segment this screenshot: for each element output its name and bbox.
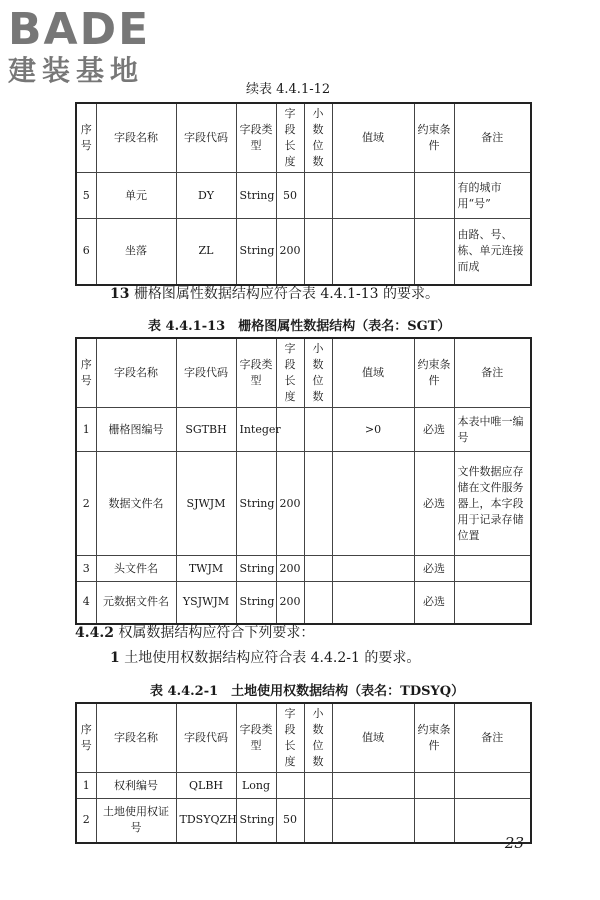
table1-caption: 续表 4.4.1-12 (246, 82, 331, 97)
cell-length: 200 (276, 219, 304, 285)
table-4-4-2-1 (75, 702, 532, 844)
column-header: 小数位数 (304, 103, 332, 173)
column-header: 序号 (76, 103, 96, 173)
table-4-4-1-13 (75, 337, 532, 625)
cell-type: String (236, 582, 276, 624)
cell-name: 数据文件名 (96, 452, 176, 556)
table-row (76, 173, 531, 219)
table-4-4-1-12-continued (75, 102, 532, 286)
cell-type: String (236, 799, 276, 843)
table-row (76, 556, 531, 582)
cell-domain (332, 556, 414, 582)
column-header: 小数位数 (304, 703, 332, 773)
cell-domain (332, 799, 414, 843)
cell-code: DY (176, 173, 236, 219)
table-row (76, 799, 531, 843)
column-header: 小数位数 (304, 338, 332, 408)
section-number: 4.4.2 (75, 625, 114, 641)
table2-caption: 表 4.4.1-13 栅格图属性数据结构（表名：SGT） (148, 319, 451, 334)
cell-code: TWJM (176, 556, 236, 582)
cell-name: 栅格图编号 (96, 408, 176, 452)
paragraph-1-text: 土地使用权数据结构应符合表 4.4.2-1 的要求。 (124, 650, 421, 666)
column-header: 序号 (76, 338, 96, 408)
section-4-4-2 (75, 622, 314, 642)
cell-domain (332, 582, 414, 624)
cell-decimal (304, 582, 332, 624)
cell-constraint (414, 173, 454, 219)
cell-name: 权利编号 (96, 773, 176, 799)
column-header: 字段代码 (176, 703, 236, 773)
paragraph-1 (110, 647, 420, 667)
cell-type: Long (236, 773, 276, 799)
cell-decimal (304, 452, 332, 556)
cell-name: 坐落 (96, 219, 176, 285)
cell-length: 200 (276, 452, 304, 556)
paragraph-1-number: 1 (110, 650, 120, 666)
cell-decimal (304, 173, 332, 219)
table-row (76, 773, 531, 799)
cell-note (454, 773, 531, 799)
cell-decimal (304, 556, 332, 582)
column-header: 序号 (76, 703, 96, 773)
cell-code: SGTBH (176, 408, 236, 452)
brand-logo (8, 6, 178, 88)
column-header: 字段名称 (96, 103, 176, 173)
cell-no: 1 (76, 773, 96, 799)
table-row (76, 452, 531, 556)
table-row (76, 408, 531, 452)
column-header: 字段长度 (276, 103, 304, 173)
paragraph-13-text: 栅格图属性数据结构应符合表 4.4.1-13 的要求。 (133, 286, 440, 302)
cell-code: SJWJM (176, 452, 236, 556)
cell-constraint (414, 219, 454, 285)
cell-decimal (304, 799, 332, 843)
cell-decimal (304, 219, 332, 285)
table-row (76, 582, 531, 624)
cell-constraint (414, 773, 454, 799)
cell-domain (332, 173, 414, 219)
cell-name: 单元 (96, 173, 176, 219)
table-header-row (76, 103, 531, 173)
table-header-row (76, 703, 531, 773)
cell-code: TDSYQZH (176, 799, 236, 843)
cell-domain (332, 452, 414, 556)
column-header: 字段名称 (96, 703, 176, 773)
cell-length (276, 773, 304, 799)
page-number: 23 (504, 834, 524, 852)
cell-note (454, 582, 531, 624)
cell-decimal (304, 408, 332, 452)
cell-domain (332, 773, 414, 799)
column-header: 字段类型 (236, 338, 276, 408)
cell-no: 1 (76, 408, 96, 452)
cell-no: 2 (76, 799, 96, 843)
cell-note: 文件数据应存储在文件服务器上，本字段用于记录存储位置 (454, 452, 531, 556)
cell-type: String (236, 173, 276, 219)
paragraph-13 (110, 283, 439, 303)
cell-name: 头文件名 (96, 556, 176, 582)
cell-constraint (414, 799, 454, 843)
cell-name: 土地使用权证号 (96, 799, 176, 843)
cell-note: 本表中唯一编号 (454, 408, 531, 452)
column-header: 字段名称 (96, 338, 176, 408)
column-header: 字段类型 (236, 703, 276, 773)
column-header: 约束条件 (414, 703, 454, 773)
paragraph-13-number: 13 (110, 286, 130, 302)
column-header: 字段长度 (276, 338, 304, 408)
cell-name: 元数据文件名 (96, 582, 176, 624)
cell-no: 3 (76, 556, 96, 582)
column-header: 备注 (454, 703, 531, 773)
cell-type: Integer (236, 408, 276, 452)
logo-subtitle: 建装基地 (8, 54, 145, 87)
cell-type: String (236, 452, 276, 556)
cell-no: 6 (76, 219, 96, 285)
logo-brand: BADE (8, 4, 151, 55)
cell-length: 50 (276, 173, 304, 219)
section-text: 权属数据结构应符合下列要求： (118, 625, 315, 641)
cell-length: 200 (276, 556, 304, 582)
cell-no: 4 (76, 582, 96, 624)
cell-length: 200 (276, 582, 304, 624)
column-header: 约束条件 (414, 338, 454, 408)
cell-constraint: 必选 (414, 582, 454, 624)
cell-domain (332, 219, 414, 285)
cell-length: 50 (276, 799, 304, 843)
cell-code: ZL (176, 219, 236, 285)
column-header: 字段代码 (176, 338, 236, 408)
cell-note (454, 556, 531, 582)
cell-no: 2 (76, 452, 96, 556)
column-header: 备注 (454, 338, 531, 408)
cell-no: 5 (76, 173, 96, 219)
cell-constraint: 必选 (414, 452, 454, 556)
table-row (76, 219, 531, 285)
table3-caption: 表 4.4.2-1 土地使用权数据结构（表名：TDSYQ） (150, 684, 465, 699)
table-header-row (76, 338, 531, 408)
column-header: 字段类型 (236, 103, 276, 173)
column-header: 字段长度 (276, 703, 304, 773)
column-header: 值域 (332, 703, 414, 773)
column-header: 字段代码 (176, 103, 236, 173)
cell-constraint: 必选 (414, 556, 454, 582)
column-header: 备注 (454, 103, 531, 173)
column-header: 值域 (332, 103, 414, 173)
cell-code: QLBH (176, 773, 236, 799)
cell-code: YSJWJM (176, 582, 236, 624)
column-header: 值域 (332, 338, 414, 408)
column-header: 约束条件 (414, 103, 454, 173)
cell-domain: >0 (332, 408, 414, 452)
cell-decimal (304, 773, 332, 799)
cell-type: String (236, 556, 276, 582)
cell-note: 有的城市用“号” (454, 173, 531, 219)
cell-type: String (236, 219, 276, 285)
cell-note: 由路、号、栋、单元连接而成 (454, 219, 531, 285)
cell-constraint: 必选 (414, 408, 454, 452)
